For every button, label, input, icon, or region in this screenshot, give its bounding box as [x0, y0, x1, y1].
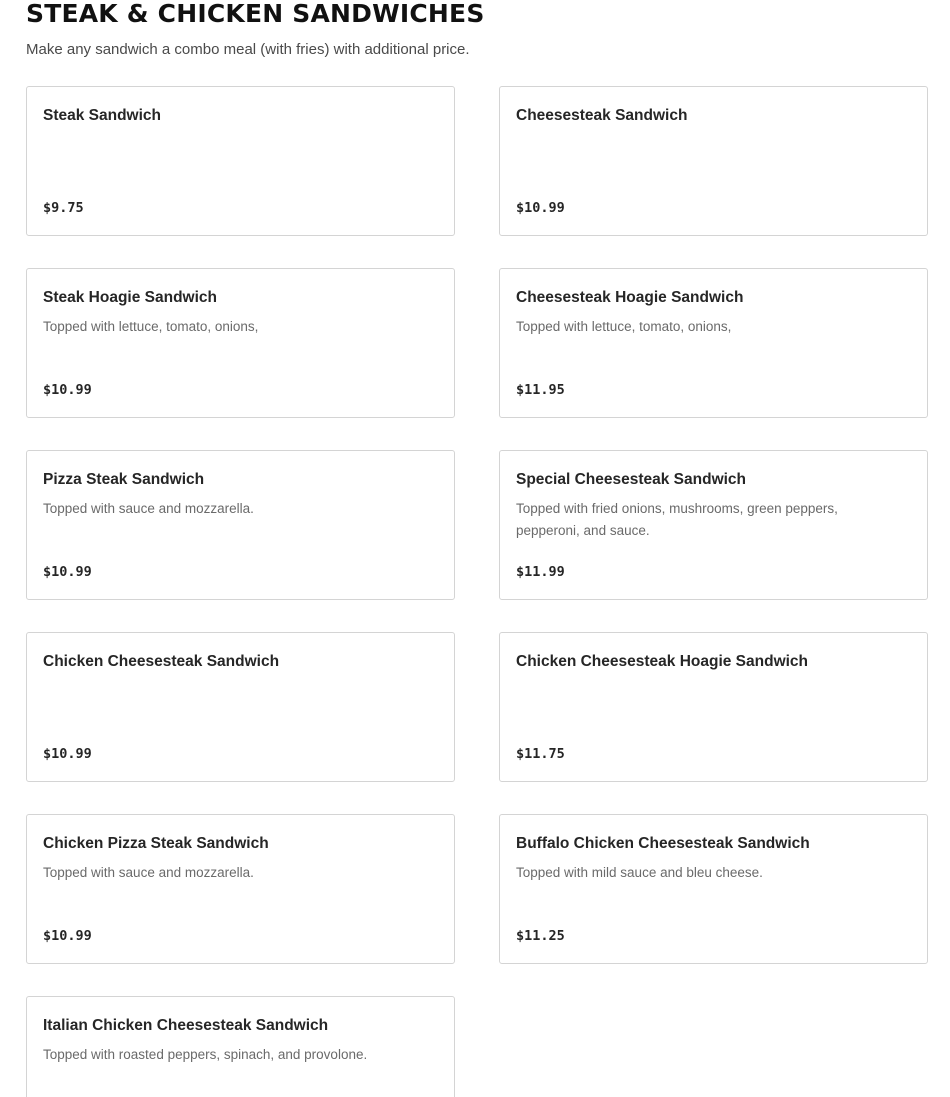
- section-title: STEAK & CHICKEN SANDWICHES: [26, 0, 485, 28]
- menu-item-description: Topped with roasted peppers, spinach, and provolone.: [43, 1047, 368, 1062]
- menu-item-price: $11.95: [516, 382, 565, 398]
- section-subtitle: Make any sandwich a combo meal (with fries) with additional price.: [26, 41, 470, 58]
- menu-item-name: Chicken Pizza Steak Sandwich: [43, 835, 269, 852]
- menu-item-card[interactable]: [26, 814, 455, 964]
- menu-item-card[interactable]: [499, 632, 928, 782]
- menu-item-name: Chicken Cheesesteak Hoagie Sandwich: [516, 653, 809, 670]
- menu-items-grid: [26, 86, 928, 1097]
- menu-item-card[interactable]: [26, 996, 455, 1097]
- menu-item-price: $9.75: [43, 200, 84, 216]
- menu-item-card[interactable]: [499, 268, 928, 418]
- menu-item-description: Topped with mild sauce and bleu cheese.: [516, 865, 763, 880]
- menu-item-card[interactable]: [26, 632, 455, 782]
- menu-item-price: $10.99: [43, 928, 92, 944]
- menu-item-card[interactable]: [499, 814, 928, 964]
- menu-item-name: Chicken Cheesesteak Sandwich: [43, 653, 280, 670]
- menu-item-card[interactable]: [499, 86, 928, 236]
- menu-item-name: Special Cheesesteak Sandwich: [516, 471, 747, 488]
- menu-item-name: Cheesesteak Hoagie Sandwich: [516, 289, 744, 306]
- menu-item-description: Topped with fried onions, mushrooms, green peppers, pepperoni, and sauce.: [516, 501, 838, 538]
- menu-item-description: Topped with lettuce, tomato, onions,: [516, 319, 732, 334]
- menu-item-card[interactable]: [499, 450, 928, 600]
- menu-item-description: Topped with sauce and mozzarella.: [43, 865, 254, 880]
- menu-item-description: Topped with lettuce, tomato, onions,: [43, 319, 259, 334]
- menu-item-price: $11.99: [516, 564, 565, 580]
- menu-item-name: Italian Chicken Cheesesteak Sandwich: [43, 1017, 329, 1034]
- menu-item-price: $10.99: [43, 382, 92, 398]
- menu-item-name: Pizza Steak Sandwich: [43, 471, 205, 488]
- menu-item-name: Buffalo Chicken Cheesesteak Sandwich: [516, 835, 810, 852]
- menu-item-description: Topped with sauce and mozzarella.: [43, 501, 254, 516]
- menu-item-card[interactable]: [26, 268, 455, 418]
- menu-item-price: $10.99: [43, 564, 92, 580]
- menu-item-price: $10.99: [516, 200, 565, 216]
- menu-item-name: Steak Hoagie Sandwich: [43, 289, 217, 306]
- menu-item-card[interactable]: [26, 450, 455, 600]
- menu-item-card[interactable]: [26, 86, 455, 236]
- menu-item-name: Cheesesteak Sandwich: [516, 107, 688, 124]
- menu-item-price: $10.99: [43, 746, 92, 762]
- menu-item-name: Steak Sandwich: [43, 107, 162, 124]
- menu-item-price: $11.25: [516, 928, 565, 944]
- menu-item-price: $11.75: [516, 746, 565, 762]
